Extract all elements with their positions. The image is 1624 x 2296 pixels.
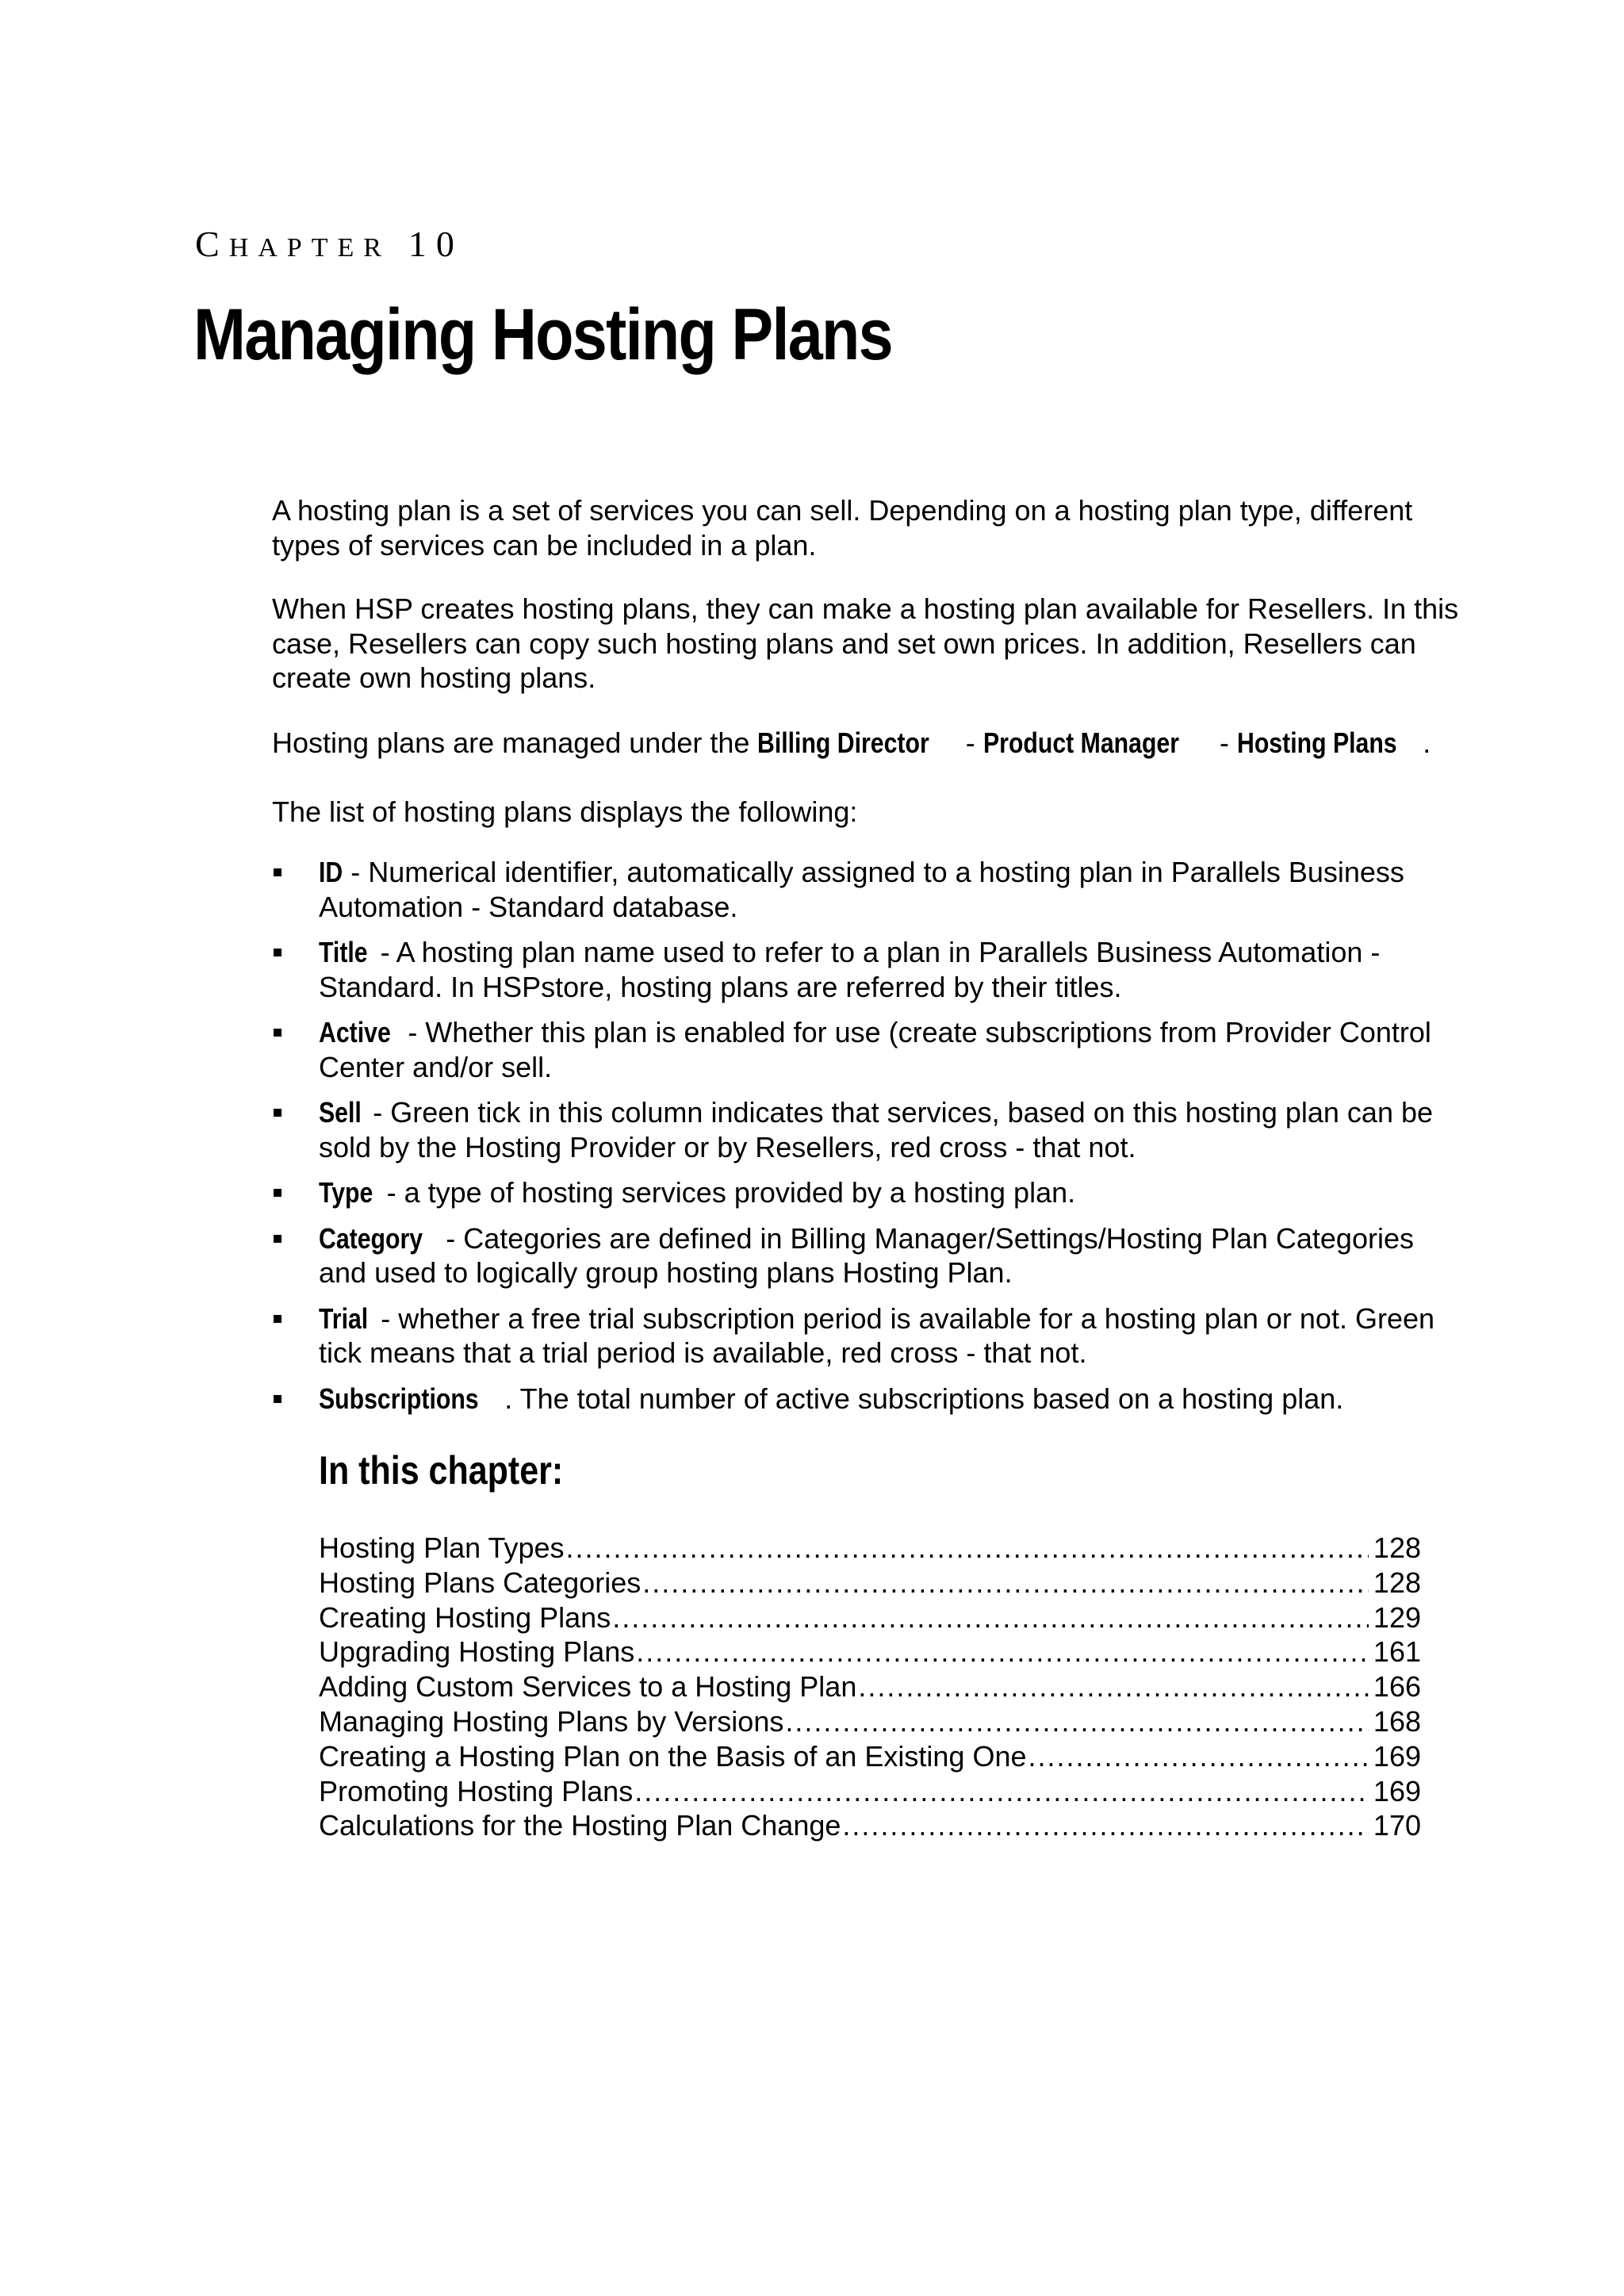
toc-leader-dots	[858, 1669, 1369, 1704]
chapter-label-initial: C	[195, 224, 229, 264]
toc-entry-page[interactable]: 128	[1373, 1566, 1421, 1599]
list-item	[272, 1301, 1461, 1370]
bullet-square-icon	[274, 868, 282, 876]
toc-entry-page[interactable]: 170	[1373, 1809, 1421, 1842]
table-of-contents	[319, 1531, 1421, 1843]
list-item-term: Sell	[319, 1096, 362, 1129]
list-item	[272, 1221, 1461, 1290]
toc-leader-dots	[785, 1704, 1369, 1739]
toc-entry-page[interactable]: 169	[1373, 1774, 1421, 1807]
list-item	[272, 1015, 1461, 1084]
toc-entry-title[interactable]: Creating a Hosting Plan on the Basis of an Existing One	[319, 1739, 1027, 1773]
toc-entry[interactable]	[319, 1774, 1421, 1809]
toc-entry[interactable]	[319, 1739, 1421, 1774]
list-item-text: - Numerical identifier, automatically assigned to a hosting plan in Parallels Business Automation - Standard database.	[319, 856, 1404, 923]
menu-path-product-manager: Product Manager	[982, 726, 1179, 759]
toc-leader-dots	[1028, 1739, 1369, 1774]
toc-entry[interactable]	[319, 1600, 1421, 1635]
menu-path-separator: -	[1211, 726, 1237, 759]
list-item	[272, 1095, 1461, 1164]
toc-entry-page[interactable]: 166	[1373, 1670, 1421, 1704]
bullet-square-icon	[274, 1109, 282, 1117]
toc-leader-dots	[612, 1600, 1369, 1635]
toc-heading: In this chapter:	[319, 1448, 564, 1493]
toc-entry-title[interactable]: Promoting Hosting Plans	[319, 1774, 634, 1807]
toc-leader-dots	[636, 1635, 1369, 1669]
list-item-term: Title	[319, 936, 368, 968]
list-item-text: - whether a free trial subscription period is available for a hosting plan or not. Green tick means that a trial period is available, red cross - that not.	[319, 1301, 1435, 1369]
toc-leader-dots	[842, 1808, 1369, 1843]
list-item-term: Subscriptions	[319, 1382, 479, 1415]
bullet-square-icon	[274, 1189, 282, 1197]
toc-leader-dots	[566, 1531, 1369, 1566]
toc-entry-title[interactable]: Hosting Plan Types	[319, 1531, 565, 1564]
toc-entry[interactable]	[319, 1531, 1421, 1566]
toc-entry-page[interactable]: 129	[1373, 1600, 1421, 1634]
intro-paragraph-3-prefix: Hosting plans are managed under the	[272, 726, 758, 759]
list-item-text: - Green tick in this column indicates that services, based on this hosting plan can be sold by the Hosting Provider or by Resellers, red cross - that not.	[319, 1096, 1434, 1163]
intro-paragraph-3-suffix: .	[1423, 726, 1431, 759]
bullet-square-icon	[274, 949, 282, 956]
bullet-square-icon	[274, 1029, 282, 1037]
intro-paragraph-1: A hosting plan is a set of services you can sell. Depending on a hosting plan type, different types of services can be included in a plan.	[272, 494, 1413, 562]
intro-paragraph-4: The list of hosting plans displays the following:	[272, 795, 858, 828]
toc-entry[interactable]	[319, 1566, 1421, 1600]
toc-leader-dots	[634, 1774, 1369, 1809]
list-item	[272, 1175, 1461, 1210]
menu-path-separator: -	[957, 726, 983, 759]
chapter-label	[195, 226, 464, 263]
toc-entry-page[interactable]: 169	[1373, 1739, 1421, 1773]
list-item	[272, 1382, 1461, 1416]
toc-entry[interactable]	[319, 1669, 1421, 1704]
intro-paragraph-3	[272, 726, 1461, 761]
bullet-square-icon	[274, 1315, 282, 1323]
list-item	[272, 935, 1461, 1004]
intro-paragraph-2: When HSP creates hosting plans, they can make a hosting plan available for Resellers. In this case, Resellers can copy such hosting plans and set own prices. In addition, Resellers can create own hosting plans.	[272, 592, 1459, 694]
toc-entry-title[interactable]: Hosting Plans Categories	[319, 1566, 642, 1599]
toc-entry[interactable]	[319, 1704, 1421, 1739]
list-item-text: - Whether this plan is enabled for use (create subscriptions from Provider Control Center and/or sell.	[319, 1016, 1431, 1083]
list-item-text: . The total number of active subscriptions based on a hosting plan.	[504, 1382, 1344, 1415]
column-description-list	[272, 855, 1461, 1427]
toc-entry-title[interactable]: Adding Custom Services to a Hosting Plan	[319, 1670, 857, 1704]
list-item-term: ID	[319, 856, 343, 888]
toc-leader-dots	[642, 1566, 1369, 1600]
list-item-term: Category	[319, 1221, 423, 1255]
page-title: Managing Hosting Plans	[193, 294, 892, 375]
list-item-text: - Categories are defined in Billing Manager/Settings/Hosting Plan Categories and used to logically group hosting plans Hosting Plan.	[319, 1221, 1414, 1289]
toc-entry-title[interactable]: Upgrading Hosting Plans	[319, 1635, 635, 1669]
chapter-label-rest: HAPTER	[228, 233, 391, 263]
list-item-term: Trial	[319, 1301, 369, 1335]
bullet-square-icon	[274, 1395, 282, 1403]
bullet-square-icon	[274, 1235, 282, 1243]
toc-entry-page[interactable]: 128	[1373, 1531, 1421, 1564]
list-item-text: - A hosting plan name used to refer to a plan in Parallels Business Automation - Standard. In HSPstore, hosting plans are referred by their titles.	[319, 936, 1381, 1003]
toc-entry-title[interactable]: Calculations for the Hosting Plan Change	[319, 1809, 841, 1842]
list-item-term: Type	[319, 1176, 373, 1209]
chapter-number: 10	[408, 224, 464, 264]
menu-path-hosting-plans: Hosting Plans	[1236, 726, 1397, 759]
list-item	[272, 855, 1461, 924]
list-item-text: - a type of hosting services provided by a hosting plan.	[378, 1176, 1076, 1209]
toc-entry-title[interactable]: Creating Hosting Plans	[319, 1600, 611, 1634]
toc-entry-page[interactable]: 161	[1373, 1635, 1421, 1669]
menu-path-billing-director: Billing Director	[757, 726, 930, 759]
toc-entry[interactable]	[319, 1635, 1421, 1669]
toc-entry-title[interactable]: Managing Hosting Plans by Versions	[319, 1704, 784, 1738]
toc-entry[interactable]	[319, 1808, 1421, 1843]
toc-entry-page[interactable]: 168	[1373, 1704, 1421, 1738]
list-item-term: Active	[319, 1016, 391, 1048]
